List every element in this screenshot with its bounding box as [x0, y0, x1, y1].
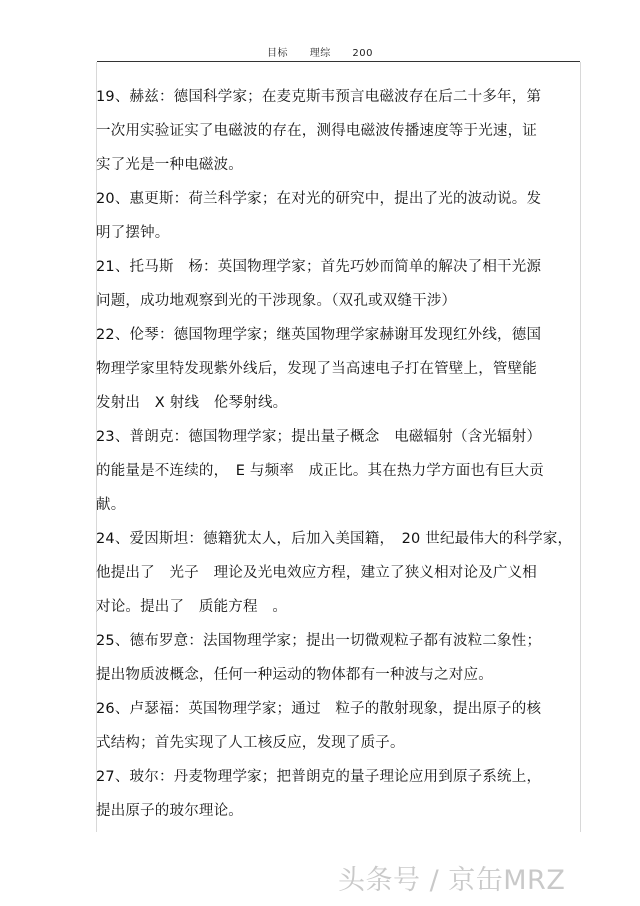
text-line: 23、普朗克：德国物理学家；提出量子概念 电磁辐射（含光辐射）	[96, 429, 542, 445]
text-line: 20、惠更斯：荷兰科学家；在对光的研究中，提出了光的波动说。发	[96, 191, 542, 207]
text-line: 提出原子的玻尔理论。	[96, 803, 243, 819]
text-line: 发射出 X 射线 伦琴射线。	[96, 395, 288, 411]
text-line: 他提出了 光子 理论及光电效应方程，建立了狭义相对论及广义相	[96, 565, 537, 581]
text-line: 物理学家里特发现紫外线后，发现了当高速电子打在管壁上，管壁能	[96, 361, 537, 377]
text-line: 26、卢瑟福：英国物理学家；通过 粒子的散射现象，提出原子的核	[96, 701, 542, 717]
text-line: 明了摆钟。	[96, 225, 170, 241]
page-header	[0, 44, 640, 59]
header-divider	[97, 61, 580, 62]
text-line: 一次用实验证实了电磁波的存在，测得电磁波传播速度等于光速，证	[96, 123, 537, 139]
text-line: 24、爱因斯坦：德籍犹太人，后加入美国籍， 20 世纪最伟大的科学家，	[96, 531, 573, 547]
header-label-subject: 理综	[309, 48, 331, 59]
text-line: 27、玻尔：丹麦物理学家；把普朗克的量子理论应用到原子系统上，	[96, 769, 542, 785]
text-line: 的能量是不连续的， E 与频率 成正比。其在热力学方面也有巨大贡	[96, 463, 544, 479]
text-line: 21、托马斯 杨：英国物理学家；首先巧妙而简单的解决了相干光源	[96, 259, 542, 275]
text-line: 式结构；首先实现了人工核反应，发现了质子。	[96, 735, 405, 751]
watermark-text: 头条号 / 京缶MRZ	[338, 865, 566, 896]
header-label-number: 200	[352, 48, 373, 59]
text-line: 献。	[96, 497, 126, 513]
text-line: 19、赫兹：德国科学家；在麦克斯韦预言电磁波存在后二十多年，第	[96, 89, 542, 105]
text-line: 问题，成功地观察到光的干涉现象。（双孔或双缝干涉）	[96, 293, 457, 309]
text-line: 22、伦琴：德国物理学家；继英国物理学家赫谢耳发现红外线，德国	[96, 327, 542, 343]
text-line: 实了光是一种电磁波。	[96, 157, 243, 173]
header-label-goal: 目标	[267, 48, 289, 59]
text-line: 对论。提出了 质能方程 。	[96, 599, 288, 615]
text-line: 提出物质波概念，任何一种运动的物体都有一种波与之对应。	[96, 667, 493, 683]
text-line: 25、德布罗意：法国物理学家；提出一切微观粒子都有波粒二象性；	[96, 633, 542, 649]
document-body	[96, 86, 582, 834]
